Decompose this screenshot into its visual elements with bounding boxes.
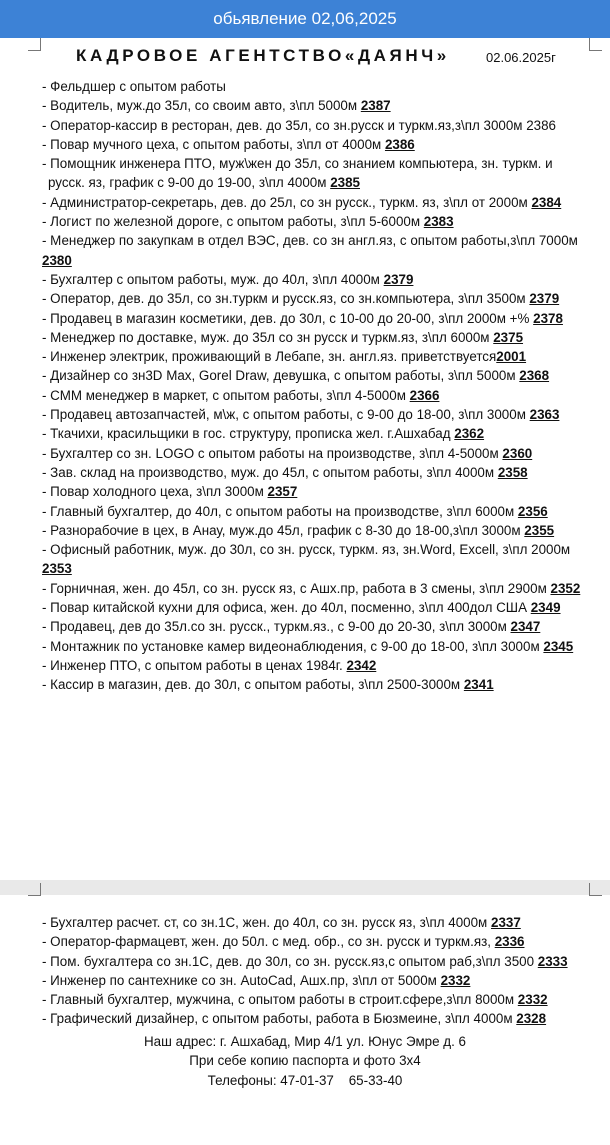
vacancy-text: - Водитель, муж.до 35л, со своим авто, з\пл 5000м (42, 98, 361, 114)
vacancy-number: 2356 (517, 503, 548, 519)
vacancy-item (42, 540, 602, 579)
footer-line: При себе копию паспорта и фото 3х4 (189, 1053, 421, 1069)
vacancy-item (42, 971, 602, 990)
vacancy-item (42, 637, 602, 656)
vacancy-item (42, 231, 602, 270)
vacancy-item (42, 405, 602, 424)
vacancy-number: 2386 (384, 136, 415, 152)
vacancy-text: - Помощник инженера ПТО, муж\жен до 35л, со знанием компьютера, зн. туркм. и (42, 156, 553, 172)
vacancy-number: 2358 (497, 464, 528, 480)
page-2 (0, 895, 610, 1145)
vacancy-item (42, 212, 602, 231)
vacancy-item (42, 309, 602, 328)
vacancy-number: 2342 (346, 657, 377, 673)
vacancy-text: - Продавец автозапчастей, м\ж, с опытом работы, с 9-00 до 18-00, з\пл 3000м (42, 407, 530, 423)
vacancy-item (42, 913, 602, 932)
vacancy-text: - Повар китайской кухни для офиса, жен. до 40л, посменно, з\пл 400дол США (42, 600, 531, 616)
vacancy-number: 2001 (496, 349, 527, 365)
vacancy-item (42, 932, 602, 951)
document-title-bar (0, 0, 610, 38)
vacancy-text: - Бухгалтер со зн. LOGO с опытом работы на производстве, з\пл 4-5000м (42, 445, 503, 461)
header-date: 02.06.2025г (486, 50, 556, 65)
vacancy-number: 2387 (360, 98, 391, 114)
vacancy-item (42, 990, 602, 1009)
crop-mark (28, 883, 41, 896)
vacancy-number: 2363 (529, 407, 560, 423)
vacancy-number: 2383 (423, 214, 454, 230)
vacancy-item (42, 154, 602, 173)
vacancy-item (42, 135, 602, 154)
vacancy-text: - Монтажник по установке камер видеонаблюдения, с 9-00 до 18-00, з\пл 3000м (42, 638, 544, 654)
vacancy-text: - Повар мучного цеха, с опытом работы, з\пл от 4000м (42, 136, 385, 152)
vacancy-item (42, 521, 602, 540)
vacancy-number: 2384 (531, 194, 562, 210)
vacancy-list-continued (42, 913, 602, 1029)
vacancy-text: - Разнорабочие в цех, в Анау, муж.до 45л, график с 8-30 до 18-00,з\пл 3000м (42, 522, 525, 538)
vacancy-number: 2341 (463, 677, 494, 693)
vacancy-item (42, 675, 602, 694)
vacancy-number: 2375 (493, 329, 524, 345)
vacancy-list (42, 77, 602, 695)
vacancy-text: - Горничная, жен. до 45л, со зн. русск яз, с Ашх.пр, работа в 3 смены, з\пл 2900м (42, 580, 551, 596)
vacancy-number: 2337 (491, 915, 521, 930)
vacancy-number: 2336 (494, 934, 525, 950)
vacancy-item (42, 366, 602, 385)
vacancy-text: - Администратор-секретарь, дев. до 25л, со зн русск., туркм. яз, з\пл от 2000м (42, 194, 532, 210)
vacancy-number: 2352 (550, 580, 581, 596)
vacancy-item (42, 579, 602, 598)
vacancy-number: 2368 (519, 368, 550, 384)
footer-line: Наш адрес: г. Ашхабад, Мир 4/1 ул. Юнус Эмре д. 6 (144, 1034, 466, 1049)
agency-name: КАДРОВОЕ АГЕНТСТВО«ДАЯНЧ» (76, 46, 450, 65)
vacancy-text: - Графический дизайнер, с опытом работы, работа в Бюзмеине, з\пл 4000м (42, 1011, 517, 1027)
vacancy-text: - Кассир в магазин, дев. до 30л, с опытом работы, з\пл 2500-3000м (42, 677, 464, 693)
contact-footer (0, 1032, 610, 1090)
vacancy-item (42, 424, 602, 443)
vacancy-number: 2349 (530, 600, 561, 616)
vacancy-item (42, 463, 602, 482)
vacancy-number: 2362 (454, 426, 485, 442)
vacancy-number: 2379 (529, 291, 560, 307)
vacancy-number: 2360 (502, 445, 533, 461)
vacancy-text: - Инженер электрик, проживающий в Лебапе, зн. англ.яз. приветствуется (42, 349, 497, 365)
vacancy-text: - Ткачихи, красильщики в гос. структуру, прописка жел. г.Ашхабад (42, 426, 455, 442)
vacancy-text: - Дизайнер со зн3D Max, Gorel Draw, девушка, с опытом работы, з\пл 5000м (42, 368, 520, 384)
vacancy-number: 2333 (537, 953, 568, 969)
vacancy-text: - Офисный работник, муж. до 30л, со зн. русск, туркм. яз, зн.Word, Excell, з\пл 2000м (42, 542, 571, 558)
vacancy-text: - Менеджер по закупкам в отдел ВЭС, дев. со зн англ.яз, с опытом работы,з\пл 7000м (42, 233, 578, 249)
vacancy-text: - Оператор-кассир в ресторан, дев. до 35л, со зн.русск и туркм.яз,з\пл 3000м 2386 (42, 117, 556, 133)
vacancy-number: 2347 (510, 619, 541, 635)
vacancy-item (42, 270, 602, 289)
vacancy-number: 2355 (524, 522, 555, 538)
vacancy-text: - Главный бухгалтер, мужчина, с опытом работы в строит.сфере,з\пл 8000м (42, 992, 518, 1008)
vacancy-item (42, 173, 602, 192)
vacancy-item (42, 328, 602, 347)
vacancy-item (42, 96, 602, 115)
vacancy-item (42, 444, 602, 463)
vacancy-item (42, 598, 602, 617)
vacancy-item (42, 617, 602, 636)
vacancy-text: - Пом. бухгалтера со зн.1С, дев. до 30л, со зн. русск.яз,с опытом раб,з\пл 3500 (42, 953, 538, 969)
vacancy-item (42, 656, 602, 675)
vacancy-number: 2378 (533, 310, 563, 326)
vacancy-text: - Повар холодного цеха, з\пл 3000м (42, 484, 268, 500)
footer-line: Телефоны: 47-01-37 65-33-40 (207, 1072, 403, 1088)
vacancy-number: 2332 (517, 992, 548, 1008)
vacancy-number: 2328 (516, 1011, 547, 1027)
vacancy-item (42, 386, 602, 405)
vacancy-item (42, 1009, 602, 1028)
vacancy-item (42, 289, 602, 308)
page-header (0, 44, 610, 70)
vacancy-item (42, 193, 602, 212)
vacancy-text: - Зав. склад на производство, муж. до 45л, с опытом работы, з\пл 4000м (42, 464, 498, 480)
vacancy-text: - Бухгалтер расчет. ст, со зн.1С, жен. до 40л, со зн. русск яз, з\пл 4000м (42, 915, 491, 930)
page-1 (0, 38, 610, 880)
vacancy-item (42, 347, 602, 366)
vacancy-number: 2332 (440, 972, 471, 988)
vacancy-text: - Оператор, дев. до 35л, со зн.туркм и русск.яз, со зн.компьютера, з\пл 3500м (42, 291, 530, 307)
vacancy-item (42, 116, 602, 135)
document-title: обьявление 02,06,2025 (213, 9, 397, 28)
vacancy-text: - Главный бухгалтер, до 40л, с опытом работы на производстве, з\пл 6000м (42, 503, 518, 519)
vacancy-text: - Бухгалтер с опытом работы, муж. до 40л, з\пл 4000м (42, 271, 384, 287)
vacancy-item (42, 482, 602, 501)
vacancy-number: 2345 (543, 638, 574, 654)
vacancy-text: - Инженер ПТО, с опытом работы в ценах 1984г. (42, 657, 347, 673)
vacancy-text: русск. яз, график с 9-00 до 19-00, з\пл 4000м (48, 175, 331, 191)
vacancy-number: 2385 (330, 175, 360, 191)
vacancy-item (42, 77, 602, 96)
vacancy-text: - Оператор-фармацевт, жен. до 50л. с мед. обр., со зн. русск и туркм.яз, (42, 934, 495, 950)
vacancy-text: - Менеджер по доставке, муж. до 35л со зн русск и туркм.яз, з\пл 6000м (42, 329, 494, 345)
vacancy-number: 2357 (267, 484, 298, 500)
vacancy-text: - Продавец, дев до 35л.со зн. русск., туркм.яз., с 9-00 до 20-30, з\пл 3000м (42, 619, 511, 635)
vacancy-text: - Логист по железной дороге, с опытом работы, з\пл 5-6000м (42, 214, 424, 230)
vacancy-item (42, 952, 602, 971)
vacancy-text: - Фельдшер с опытом работы (42, 79, 226, 94)
vacancy-text: - Инженер по сантехнике со зн. AutoCad, Ашх.пр, з\пл от 5000м (42, 972, 441, 988)
vacancy-number: 2353 (42, 561, 72, 577)
vacancy-number: 2366 (409, 387, 440, 403)
vacancy-item (42, 502, 602, 521)
vacancy-number: 2380 (42, 252, 72, 268)
crop-mark (589, 883, 602, 896)
vacancy-text: - Продавец в магазин косметики, дев. до 30л, с 10-00 до 20-00, з\пл 2000м +% (42, 310, 534, 326)
vacancy-text: - СММ менеджер в маркет, с опытом работы, з\пл 4-5000м (42, 387, 410, 403)
vacancy-number: 2379 (383, 271, 414, 287)
